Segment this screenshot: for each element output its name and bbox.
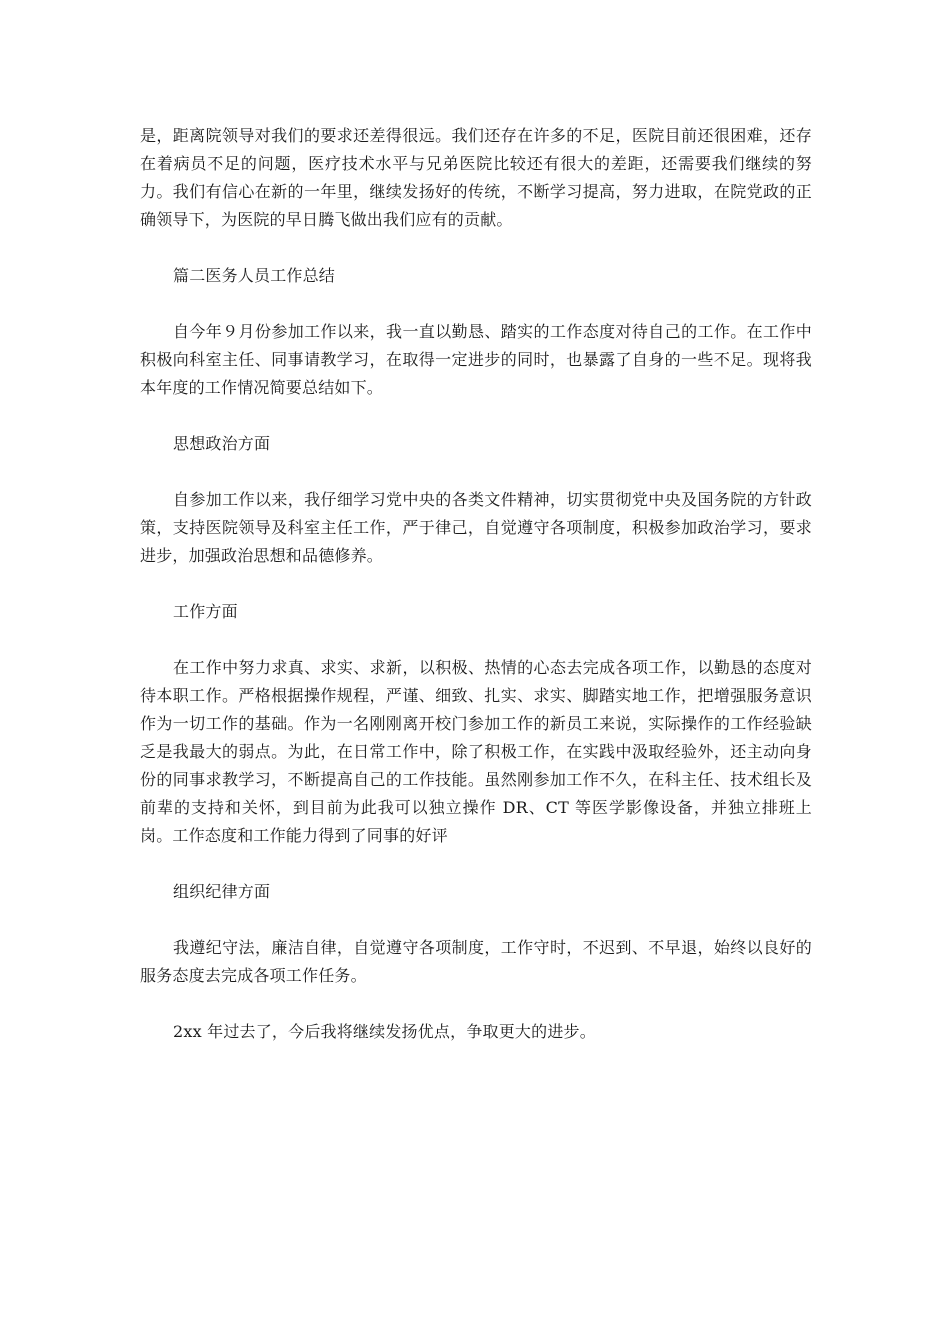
section-heading-discipline: 组织纪律方面 [173,882,271,901]
paragraph-conclusion: 2xx 年过去了，今后我将继续发扬优点，争取更大的进步。 [173,1022,596,1041]
paragraph-intro: 自今年９月份参加工作以来，我一直以勤恳、踏实的工作态度对待自己的工作。在工作中积极向科室主任、同事请教学习，在取得一定进步的同时，也暴露了自身的一些不足。现将我本年度的工作情况简要总结如下。 [140,322,812,397]
article-title: 篇二医务人员工作总结 [173,266,336,285]
paragraph-closing-prev-article: 是，距离院领导对我们的要求还差得很远。我们还存在许多的不足，医院目前还很困难，还存在着病员不足的问题，医疗技术水平与兄弟医院比较还有很大的差距，还需要我们继续的努力。我们有信心在新的一年里，继续发扬好的传统，不断学习提高，努力进取，在院党政的正确领导下，为医院的早日腾飞做出我们应有的贡献。 [140,126,812,229]
paragraph-politics: 自参加工作以来，我仔细学习党中央的各类文件精神，切实贯彻党中央及国务院的方针政策，支持医院领导及科室主任工作，严于律己，自觉遵守各项制度，积极参加政治学习，要求进步，加强政治思想和品德修养。 [140,490,812,565]
section-heading-work: 工作方面 [173,602,238,621]
paragraph-work: 在工作中努力求真、求实、求新，以积极、热情的心态去完成各项工作，以勤恳的态度对待本职工作。严格根据操作规程，严谨、细致、扎实、求实、脚踏实地工作，把增强服务意识作为一切工作的基础。作为一名刚刚离开校门参加工作的新员工来说，实际操作的工作经验缺乏是我最大的弱点。为此，在日常工作中，除了积极工作，在实践中汲取经验外，还主动向身份的同事求教学习，不断提高自己的工作技能。虽然刚参加工作不久，在科主任、技术组长及前辈的支持和关怀，到目前为此我可以独立操作 DR、CT 等医学影像设备，并独立排班上岗。工作态度和工作能力得到了同事的好评 [140,658,812,845]
document-body [140,122,812,1074]
section-heading-politics: 思想政治方面 [173,434,271,453]
paragraph-discipline: 我遵纪守法，廉洁自律，自觉遵守各项制度，工作守时，不迟到、不早退，始终以良好的服务态度去完成各项工作任务。 [140,938,812,985]
